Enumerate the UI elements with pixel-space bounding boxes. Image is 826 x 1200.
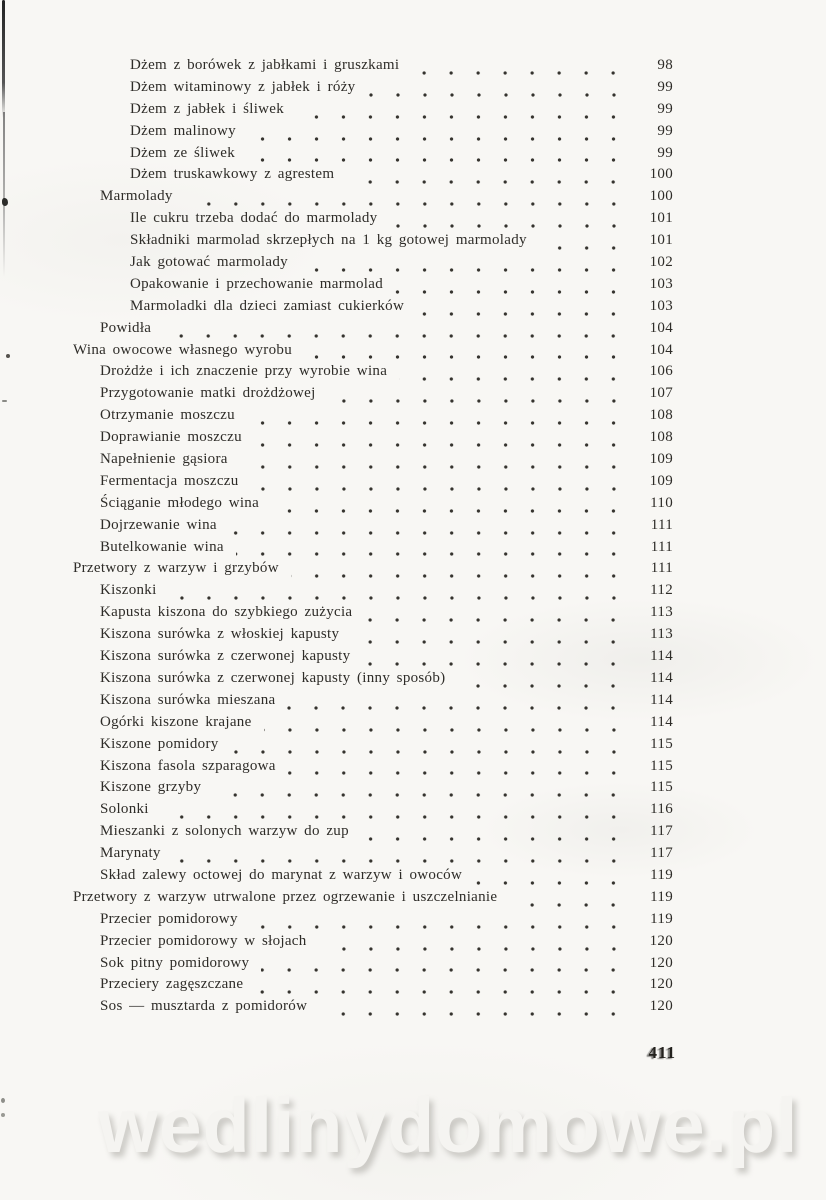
- toc-entry-title: Przetwory z warzyw i grzybów: [73, 560, 279, 577]
- toc-entry-title: Butelkowanie wina: [100, 538, 224, 555]
- toc-entry-title: Kiszona surówka z czerwonej kapusty (inny sposób): [100, 669, 446, 686]
- dot-leader: [399, 363, 629, 385]
- toc-entry-page: 114: [650, 669, 673, 686]
- toc-entry-page: 103: [649, 297, 673, 314]
- toc-entry-page: 108: [649, 429, 673, 446]
- toc-entry-page: 114: [650, 713, 673, 730]
- dot-leader: [254, 429, 629, 451]
- dot-leader: [319, 998, 629, 1020]
- toc-entry-page: 119: [650, 910, 673, 927]
- toc-entry-page: 113: [650, 626, 673, 643]
- dot-leader: [411, 57, 629, 79]
- toc-entry-page: 120: [649, 932, 673, 949]
- dot-leader: [368, 79, 630, 101]
- toc-entry: [73, 101, 673, 123]
- toc-entry: [73, 626, 673, 648]
- toc-entry-page: 114: [650, 691, 673, 708]
- toc-entry: [73, 648, 673, 670]
- ink-smudge: [1, 1098, 5, 1103]
- toc-entry: [73, 560, 673, 582]
- toc-entry-title: Fermentacja moszczu: [100, 472, 239, 489]
- toc-entry: [73, 670, 673, 692]
- toc-entry: [73, 79, 673, 101]
- toc-entry-title: Doprawianie moszczu: [100, 429, 242, 446]
- toc-entry-title: Składniki marmolad skrzepłych na 1 kg gotowej marmolady: [130, 232, 527, 249]
- dot-leader: [362, 648, 629, 670]
- toc-entry-title: Drożdże i ich znaczenie przy wyrobie wina: [100, 363, 388, 380]
- dot-leader: [271, 495, 629, 517]
- dot-leader: [163, 320, 629, 342]
- toc-entry: [73, 539, 673, 561]
- dot-leader: [474, 867, 629, 889]
- toc-entry-title: Kiszonki: [100, 582, 157, 599]
- dot-leader: [539, 232, 629, 254]
- toc-entry-title: Marmolady: [100, 188, 173, 205]
- dot-leader: [364, 604, 629, 626]
- toc-entry-page: 106: [649, 363, 673, 380]
- toc-entry-title: Sos — musztarda z pomidorów: [100, 998, 308, 1015]
- dot-leader: [351, 626, 629, 648]
- dot-leader: [251, 473, 629, 495]
- toc-entry: [73, 758, 673, 780]
- toc-entry: [73, 57, 673, 79]
- dot-leader: [169, 582, 629, 604]
- toc-entry-page: 115: [650, 757, 673, 774]
- dot-leader: [229, 517, 629, 539]
- toc-entry: [73, 407, 673, 429]
- toc-entry-page: 99: [657, 100, 673, 117]
- dot-leader: [509, 889, 629, 911]
- toc-entry: [73, 320, 673, 342]
- toc-entry-page: 99: [657, 144, 673, 161]
- toc-entry: [73, 363, 673, 385]
- toc-entry-title: Ogórki kiszone krajane: [100, 713, 252, 730]
- ink-smudge: [2, 198, 8, 206]
- toc-entry-page: 109: [649, 472, 673, 489]
- toc-entry-page: 114: [650, 648, 673, 665]
- toc-entry-title: Otrzymanie moszczu: [100, 407, 235, 424]
- toc-entry: [73, 145, 673, 167]
- dot-leader: [296, 101, 629, 123]
- toc-entry: [73, 123, 673, 145]
- dot-leader: [247, 145, 629, 167]
- toc-entry-title: Przecier pomidorowy: [100, 910, 238, 927]
- toc-entry-page: 100: [649, 188, 673, 205]
- toc-entry: [73, 998, 673, 1020]
- table-of-contents: [73, 57, 673, 1020]
- toc-entry-title: Kiszona surówka z czerwonej kapusty: [100, 648, 351, 665]
- toc-entry-page: 116: [650, 801, 673, 818]
- toc-entry-page: 101: [649, 232, 673, 249]
- toc-entry: [73, 604, 673, 626]
- ink-smudge: [1, 1113, 5, 1117]
- toc-entry-title: Marmoladki dla dzieci zamiast cukierków: [130, 297, 405, 314]
- toc-entry-page: 120: [649, 998, 673, 1015]
- toc-entry: [73, 867, 673, 889]
- toc-entry: [73, 298, 673, 320]
- toc-entry-page: 120: [649, 954, 673, 971]
- toc-entry-title: Kiszona surówka mieszana: [100, 691, 276, 708]
- toc-entry-title: Solonki: [100, 801, 149, 818]
- toc-entry-page: 102: [649, 254, 673, 271]
- dot-leader: [236, 539, 629, 561]
- toc-entry-page: 103: [649, 275, 673, 292]
- toc-entry-page: 108: [649, 407, 673, 424]
- toc-entry-title: Dżem z borówek z jabłkami i gruszkami: [130, 57, 400, 73]
- toc-entry: [73, 823, 673, 845]
- toc-entry-title: Jak gotować marmolady: [130, 254, 288, 271]
- toc-entry-page: 115: [650, 735, 673, 752]
- toc-entry: [73, 210, 673, 232]
- toc-entry-title: Opakowanie i przechowanie marmolad: [130, 275, 384, 292]
- toc-entry-page: 120: [649, 976, 673, 993]
- toc-entry-title: Dżem malinowy: [130, 122, 236, 139]
- toc-entry: [73, 429, 673, 451]
- dot-leader: [264, 714, 629, 736]
- dot-leader: [300, 254, 629, 276]
- toc-entry: [73, 166, 673, 188]
- toc-entry-title: Powidła: [100, 319, 152, 336]
- toc-entry-page: 119: [650, 888, 673, 905]
- toc-entry-page: 99: [657, 122, 673, 139]
- toc-entry-title: Ściąganie młodego wina: [100, 494, 260, 511]
- toc-entry-title: Dżem z jabłek i śliwek: [130, 100, 285, 117]
- toc-entry-page: 110: [650, 494, 673, 511]
- watermark: wedlinydomowe.pl: [98, 1083, 799, 1169]
- toc-entry-page: 115: [650, 779, 673, 796]
- dot-leader: [161, 801, 629, 823]
- toc-entry-title: Przygotowanie matki drożdżowej: [100, 385, 316, 402]
- dot-leader: [240, 451, 629, 473]
- toc-entry: [73, 517, 673, 539]
- toc-entry-title: Napełnienie gąsiora: [100, 451, 228, 468]
- dot-leader: [416, 298, 629, 320]
- toc-entry-title: Dżem witaminowy z jabłek i róży: [130, 78, 356, 95]
- toc-entry: [73, 451, 673, 473]
- toc-entry-page: 104: [649, 341, 673, 358]
- toc-entry-page: 119: [650, 866, 673, 883]
- toc-entry-title: Kiszona fasola szparagowa: [100, 757, 276, 774]
- toc-entry-page: 99: [657, 78, 673, 95]
- scan-edge-line: [3, 112, 5, 277]
- dot-leader: [304, 342, 629, 364]
- toc-entry-page: 104: [649, 319, 673, 336]
- toc-entry-page: 98: [657, 57, 673, 73]
- dot-leader: [250, 911, 629, 933]
- toc-entry-title: Kiszone grzyby: [100, 779, 202, 796]
- toc-entry: [73, 495, 673, 517]
- toc-entry: [73, 342, 673, 364]
- toc-entry-page: 109: [649, 451, 673, 468]
- dot-leader: [185, 188, 629, 210]
- toc-entry-title: Skład zalewy octowej do marynat z warzyw i owoców: [100, 866, 463, 883]
- scan-edge-line: [2, 0, 5, 118]
- ink-smudge: [2, 400, 7, 402]
- dot-leader: [291, 560, 629, 582]
- toc-entry-title: Dojrzewanie wina: [100, 516, 217, 533]
- toc-entry-page: 111: [650, 560, 673, 577]
- toc-entry: [73, 582, 673, 604]
- toc-entry-page: 111: [650, 516, 673, 533]
- toc-entry: [73, 801, 673, 823]
- dot-leader: [346, 166, 629, 188]
- toc-entry-title: Kiszone pomidory: [100, 735, 219, 752]
- dot-leader: [457, 670, 629, 692]
- toc-entry-page: 117: [650, 845, 673, 862]
- page-number: 411: [648, 1043, 676, 1062]
- dot-leader: [395, 276, 629, 298]
- ink-smudge: [6, 354, 10, 358]
- toc-entry-title: Przetwory z warzyw utrwalone przez ogrzewanie i uszczelnianie: [73, 888, 498, 905]
- dot-leader: [361, 823, 629, 845]
- toc-entry-page: 113: [650, 604, 673, 621]
- toc-entry: [73, 714, 673, 736]
- dot-leader: [390, 210, 630, 232]
- toc-entry-title: Mieszanki z solonych warzyw do zup: [100, 823, 349, 840]
- toc-entry-title: Wina owocowe własnego wyrobu: [73, 341, 292, 358]
- toc-entry-title: Kapusta kiszona do szybkiego zużycia: [100, 604, 353, 621]
- toc-entry: [73, 779, 673, 801]
- dot-leader: [247, 407, 629, 429]
- toc-entry: [73, 692, 673, 714]
- toc-entry-title: Ile cukru trzeba dodać do marmolady: [130, 210, 378, 227]
- toc-entry-title: Dżem ze śliwek: [130, 144, 235, 161]
- toc-entry: [73, 845, 673, 867]
- toc-entry-page: 107: [649, 385, 673, 402]
- toc-entry-title: Przecier pomidorowy w słojach: [100, 932, 307, 949]
- toc-entry-page: 111: [650, 538, 673, 555]
- toc-entry: [73, 276, 673, 298]
- toc-entry: [73, 955, 673, 977]
- dot-leader: [328, 385, 629, 407]
- toc-entry-title: Dżem truskawkowy z agrestem: [130, 166, 335, 183]
- toc-entry: [73, 385, 673, 407]
- dot-leader: [287, 692, 629, 714]
- toc-entry: [73, 911, 673, 933]
- toc-entry-page: 117: [650, 823, 673, 840]
- toc-entry: [73, 933, 673, 955]
- toc-entry: [73, 976, 673, 998]
- dot-leader: [261, 955, 629, 977]
- toc-entry: [73, 736, 673, 758]
- dot-leader: [213, 779, 629, 801]
- dot-leader: [255, 976, 629, 998]
- toc-entry-page: 112: [650, 582, 673, 599]
- dot-leader: [319, 933, 629, 955]
- toc-entry: [73, 254, 673, 276]
- dot-leader: [231, 736, 629, 758]
- toc-entry-title: Marynaty: [100, 845, 161, 862]
- toc-entry: [73, 188, 673, 210]
- toc-entry-title: Przeciery zagęszczane: [100, 976, 244, 993]
- dot-leader: [248, 123, 629, 145]
- toc-entry-title: Sok pitny pomidorowy: [100, 954, 250, 971]
- toc-entry: [73, 889, 673, 911]
- dot-leader: [288, 758, 629, 780]
- toc-entry-page: 100: [649, 166, 673, 183]
- toc-entry: [73, 473, 673, 495]
- toc-entry: [73, 232, 673, 254]
- toc-entry-title: Kiszona surówka z włoskiej kapusty: [100, 626, 340, 643]
- dot-leader: [173, 845, 629, 867]
- toc-entry-page: 101: [649, 210, 673, 227]
